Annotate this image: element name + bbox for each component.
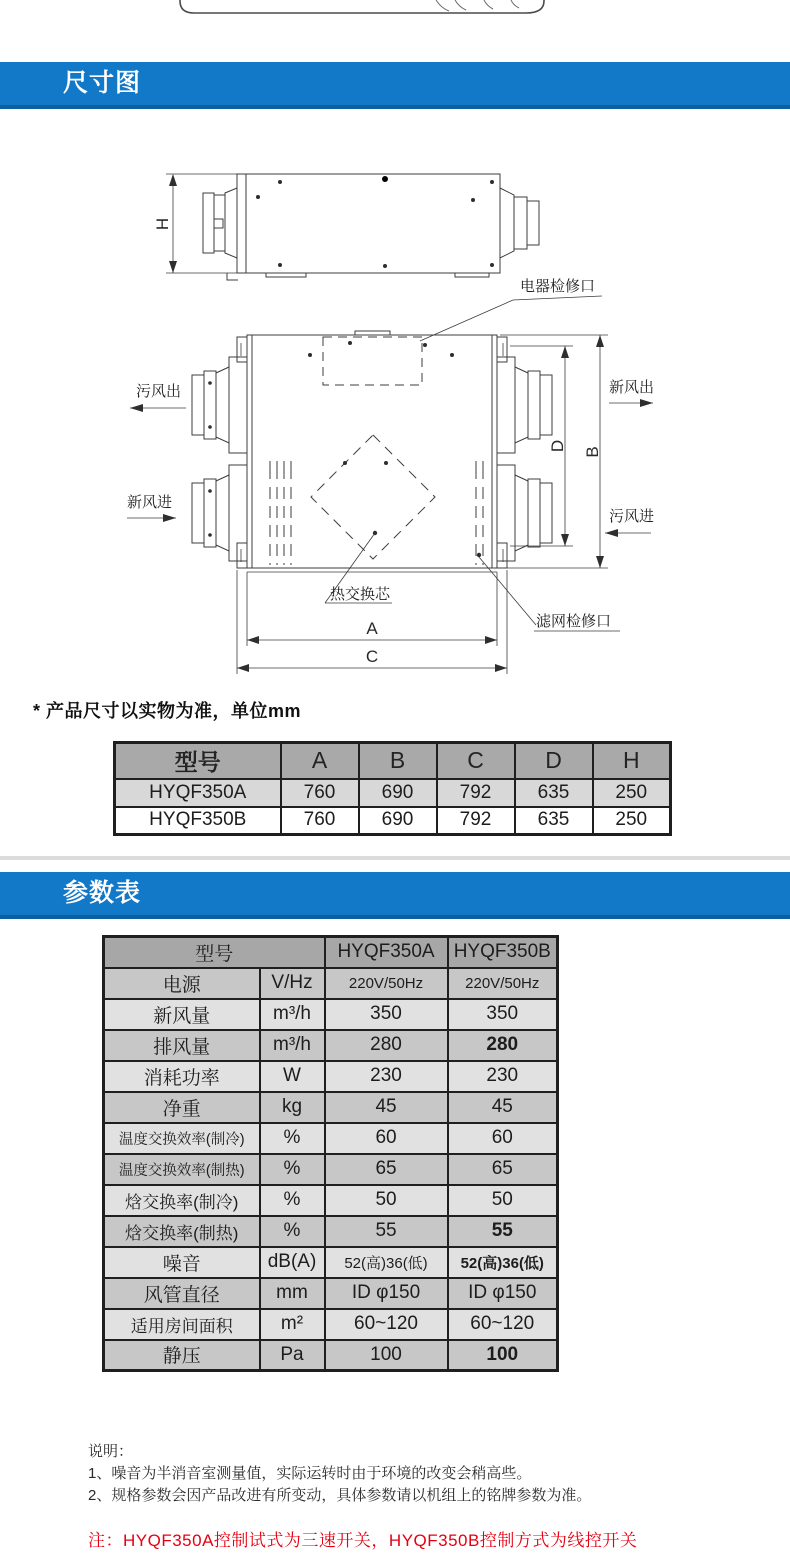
- param-name-cell: 静压: [104, 1340, 260, 1371]
- param-row: [104, 1216, 558, 1247]
- param-value-a-cell: 45: [325, 1092, 448, 1123]
- notes-title: 说明：: [88, 1443, 134, 1460]
- header-model-b: HYQF350B: [448, 937, 558, 968]
- param-value-a-cell: 230: [325, 1061, 448, 1092]
- model-cell: HYQF350B: [115, 807, 281, 835]
- param-value-b-cell: 52(高)36(低): [448, 1247, 558, 1278]
- param-unit-cell: V/Hz: [260, 968, 325, 999]
- dim-label-a: A: [366, 619, 378, 638]
- value-cell: 792: [437, 807, 515, 835]
- param-row: [104, 1247, 558, 1278]
- model-cell: HYQF350A: [115, 779, 281, 807]
- value-cell: 690: [359, 779, 437, 807]
- param-name-cell: 消耗功率: [104, 1061, 260, 1092]
- param-name-cell: 焓交换率(制热): [104, 1216, 260, 1247]
- param-value-b-cell: 230: [448, 1061, 558, 1092]
- param-value-a-cell: 52(高)36(低): [325, 1247, 448, 1278]
- param-unit-cell: m²: [260, 1309, 325, 1340]
- param-name-cell: 风管直径: [104, 1278, 260, 1309]
- value-cell: 760: [281, 807, 359, 835]
- section-title-params: 参数表: [63, 879, 142, 907]
- param-value-a-cell: ID φ150: [325, 1278, 448, 1309]
- param-value-a-cell: 60~120: [325, 1309, 448, 1340]
- value-cell: 635: [515, 779, 593, 807]
- param-row: [104, 1092, 558, 1123]
- param-value-a-cell: 350: [325, 999, 448, 1030]
- param-name-cell: 净重: [104, 1092, 260, 1123]
- param-value-b-cell: 100: [448, 1340, 558, 1371]
- param-row: [104, 1154, 558, 1185]
- parameter-table: [102, 935, 559, 1372]
- dimension-table: [113, 741, 672, 836]
- header-d: D: [515, 743, 593, 779]
- dimension-diagram: [30, 125, 760, 685]
- control-mode-note: 注：HYQF350A控制试式为三速开关，HYQF350B控制方式为线控开关: [88, 1531, 638, 1550]
- param-value-b-cell: 280: [448, 1030, 558, 1061]
- dim-label-d: D: [548, 439, 567, 453]
- param-row: [104, 1340, 558, 1371]
- param-row: [104, 968, 558, 999]
- dimension-table-header-row: [115, 743, 671, 779]
- note-line: 1、噪音为半消音室测量值，实际运转时由于环境的改变会稍高些。: [88, 1465, 532, 1482]
- product-photo-bottom-edge: [178, 0, 546, 16]
- param-row: [104, 1030, 558, 1061]
- value-cell: 635: [515, 807, 593, 835]
- param-name-cell: 新风量: [104, 999, 260, 1030]
- dim-label-b: B: [583, 446, 602, 458]
- param-name-cell: 温度交换效率(制冷): [104, 1123, 260, 1154]
- param-value-a-cell: 60: [325, 1123, 448, 1154]
- section-divider: [0, 856, 790, 860]
- value-cell: 792: [437, 779, 515, 807]
- dimension-table-body: [115, 779, 671, 835]
- header-model-a: HYQF350A: [325, 937, 448, 968]
- param-unit-cell: mm: [260, 1278, 325, 1309]
- header-b: B: [359, 743, 437, 779]
- table-row: [115, 807, 671, 835]
- label-heat-core: 热交换芯: [330, 586, 391, 603]
- param-unit-cell: dB(A): [260, 1247, 325, 1278]
- note-line: 2、规格参数会因产品改进有所变动，具体参数请以机组上的铭牌参数为准。: [88, 1487, 592, 1504]
- param-value-b-cell: 350: [448, 999, 558, 1030]
- section-header-params: [0, 872, 790, 919]
- param-unit-cell: %: [260, 1216, 325, 1247]
- param-value-a-cell: 280: [325, 1030, 448, 1061]
- param-row: [104, 1185, 558, 1216]
- param-name-cell: 排风量: [104, 1030, 260, 1061]
- param-value-a-cell: 50: [325, 1185, 448, 1216]
- section-header-dimensions: [0, 62, 790, 109]
- param-unit-cell: W: [260, 1061, 325, 1092]
- param-unit-cell: %: [260, 1154, 325, 1185]
- param-table-body: [104, 968, 558, 1371]
- param-value-b-cell: ID φ150: [448, 1278, 558, 1309]
- size-note: * 产品尺寸以实物为准，单位mm: [33, 701, 302, 721]
- value-cell: 250: [593, 779, 671, 807]
- param-unit-cell: %: [260, 1123, 325, 1154]
- param-unit-cell: %: [260, 1185, 325, 1216]
- top-view: [127, 277, 654, 674]
- value-cell: 760: [281, 779, 359, 807]
- notes-block: [88, 1441, 591, 1507]
- param-name-cell: 电源: [104, 968, 260, 999]
- param-name-cell: 温度交换效率(制热): [104, 1154, 260, 1185]
- side-view: [153, 174, 539, 280]
- param-row: [104, 1309, 558, 1340]
- param-value-a-cell: 55: [325, 1216, 448, 1247]
- value-cell: 250: [593, 807, 671, 835]
- label-dirty-air-in: 污风进: [609, 508, 655, 525]
- param-name-cell: 适用房间面积: [104, 1309, 260, 1340]
- value-cell: 690: [359, 807, 437, 835]
- param-value-b-cell: 220V/50Hz: [448, 968, 558, 999]
- label-fresh-air-out: 新风出: [609, 379, 655, 396]
- param-row: [104, 1123, 558, 1154]
- table-row: [115, 779, 671, 807]
- param-name-cell: 噪音: [104, 1247, 260, 1278]
- label-electric-access: 电器检修口: [520, 278, 596, 295]
- param-unit-cell: m³/h: [260, 999, 325, 1030]
- header-model-label: 型号: [104, 937, 325, 968]
- param-value-a-cell: 220V/50Hz: [325, 968, 448, 999]
- param-value-b-cell: 55: [448, 1216, 558, 1247]
- dim-label-c: C: [365, 647, 379, 666]
- param-value-b-cell: 60~120: [448, 1309, 558, 1340]
- param-value-a-cell: 65: [325, 1154, 448, 1185]
- param-row: [104, 1278, 558, 1309]
- param-value-a-cell: 100: [325, 1340, 448, 1371]
- header-c: C: [437, 743, 515, 779]
- param-value-b-cell: 60: [448, 1123, 558, 1154]
- section-title-dimensions: 尺寸图: [63, 69, 142, 97]
- param-value-b-cell: 45: [448, 1092, 558, 1123]
- label-filter-access: 滤网检修口: [536, 613, 612, 630]
- param-value-b-cell: 65: [448, 1154, 558, 1185]
- label-fresh-air-in: 新风进: [127, 494, 173, 511]
- header-a: A: [281, 743, 359, 779]
- param-unit-cell: Pa: [260, 1340, 325, 1371]
- header-h: H: [593, 743, 671, 779]
- param-row: [104, 1061, 558, 1092]
- param-unit-cell: m³/h: [260, 1030, 325, 1061]
- header-model: 型号: [115, 743, 281, 779]
- param-name-cell: 焓交换率(制冷): [104, 1185, 260, 1216]
- dim-label-h: H: [153, 217, 172, 231]
- param-row: [104, 999, 558, 1030]
- param-table-header-row: [104, 937, 558, 968]
- param-value-b-cell: 50: [448, 1185, 558, 1216]
- param-unit-cell: kg: [260, 1092, 325, 1123]
- label-dirty-air-out: 污风出: [136, 383, 182, 400]
